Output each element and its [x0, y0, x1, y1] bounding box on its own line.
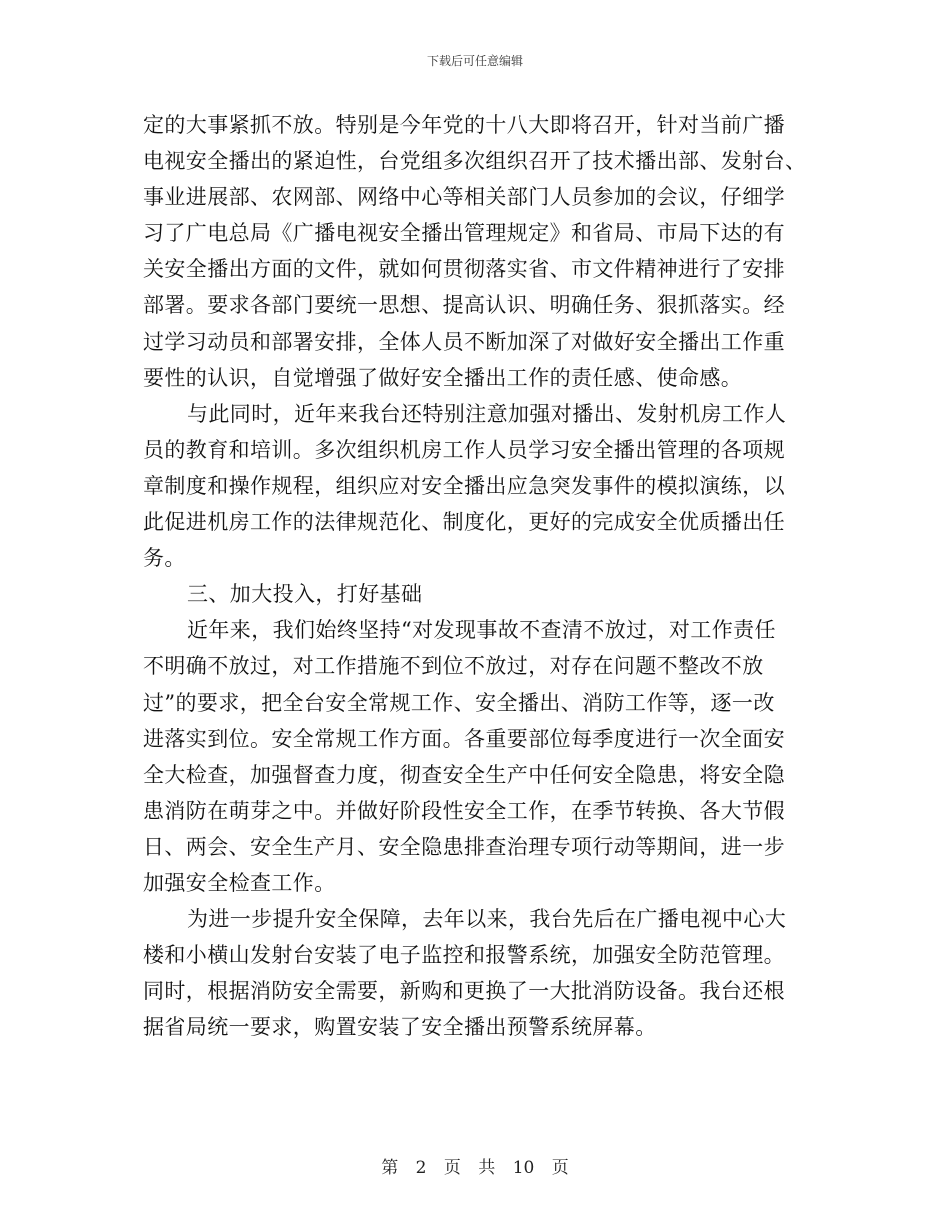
body-line: 过”的要求，把全台安全常规工作、安全播出、消防工作等，逐一改 — [143, 690, 775, 715]
body-line: 电视安全播出的紧迫性，台党组多次组织召开了技术播出部、发射台、 — [143, 149, 807, 174]
body-line: 近年来，我们始终坚持“对发现事故不查清不放过，对工作责任 — [187, 618, 776, 643]
body-line: 员的教育和培训。多次组织机房工作人员学习安全播出管理的各项规 — [143, 437, 785, 462]
body-line: 关安全播出方面的文件，就如何贯彻落实省、市文件精神进行了安排 — [143, 257, 785, 282]
body-line: 过学习动员和部署安排，全体人员不断加深了对做好安全播出工作重 — [143, 329, 785, 354]
body-line: 务。 — [143, 546, 186, 571]
total-pages-prefix: 共 — [478, 1158, 496, 1178]
body-line: 据省局统一要求，购置安装了安全播出预警系统屏幕。 — [143, 1015, 657, 1040]
body-line: 楼和小横山发射台安装了电子监控和报警系统，加强安全防范管理。 — [143, 943, 785, 968]
body-line: 事业进展部、农网部、网络中心等相关部门人员参加的会议，仔细学 — [143, 185, 785, 210]
body-line: 进落实到位。安全常规工作方面。各重要部位每季度进行一次全面安 — [143, 726, 785, 751]
body-line: 加强安全检查工作。 — [143, 870, 336, 895]
total-pages-number: 10 — [512, 1158, 535, 1178]
body-line: 同时，根据消防安全需要，新购和更换了一大批消防设备。我台还根 — [143, 979, 785, 1004]
body-line: 不明确不放过，对工作措施不到位不放过，对存在问题不整改不放 — [143, 654, 764, 679]
page-footer — [0, 1153, 950, 1178]
body-line: 为进一步提升安全保障，去年以来，我台先后在广播电视中心大 — [187, 907, 787, 932]
body-line: 章制度和操作规程，组织应对安全播出应急突发事件的模拟演练，以 — [143, 473, 785, 498]
page-header: 下载后可任意编辑 — [426, 54, 523, 68]
current-page-number: 2 — [415, 1158, 427, 1178]
body-line: 要性的认识，自觉增强了做好安全播出工作的责任感、使命感。 — [143, 365, 743, 390]
body-line: 全大检查，加强督查力度，彻查安全生产中任何安全隐患，将安全隐 — [143, 762, 785, 787]
body-line: 与此同时，近年来我台还特别注意加强对播出、发射机房工作人 — [187, 401, 787, 426]
page-number-prefix: 第 — [381, 1158, 399, 1178]
body-line: 习了广电总局《广播电视安全播出管理规定》和省局、市局下达的有 — [143, 221, 785, 246]
page-number-word: 页 — [443, 1158, 461, 1178]
body-line: 此促进机房工作的法律规范化、制度化，更好的完成安全优质播出任 — [143, 510, 785, 535]
total-pages-suffix: 页 — [551, 1158, 569, 1178]
body-line: 患消防在萌芽之中。并做好阶段性安全工作，在季节转换、各大节假 — [143, 798, 785, 823]
document-body — [143, 107, 807, 1045]
body-line: 定的大事紧抓不放。特别是今年党的十八大即将召开，针对当前广播 — [143, 113, 785, 137]
body-line: 部署。要求各部门要统一思想、提高认识、明确任务、狠抓落实。经 — [143, 293, 785, 318]
section-heading: 三、加大投入，打好基础 — [187, 582, 423, 607]
body-line: 日、两会、安全生产月、安全隐患排查治理专项行动等期间，进一步 — [143, 834, 785, 859]
